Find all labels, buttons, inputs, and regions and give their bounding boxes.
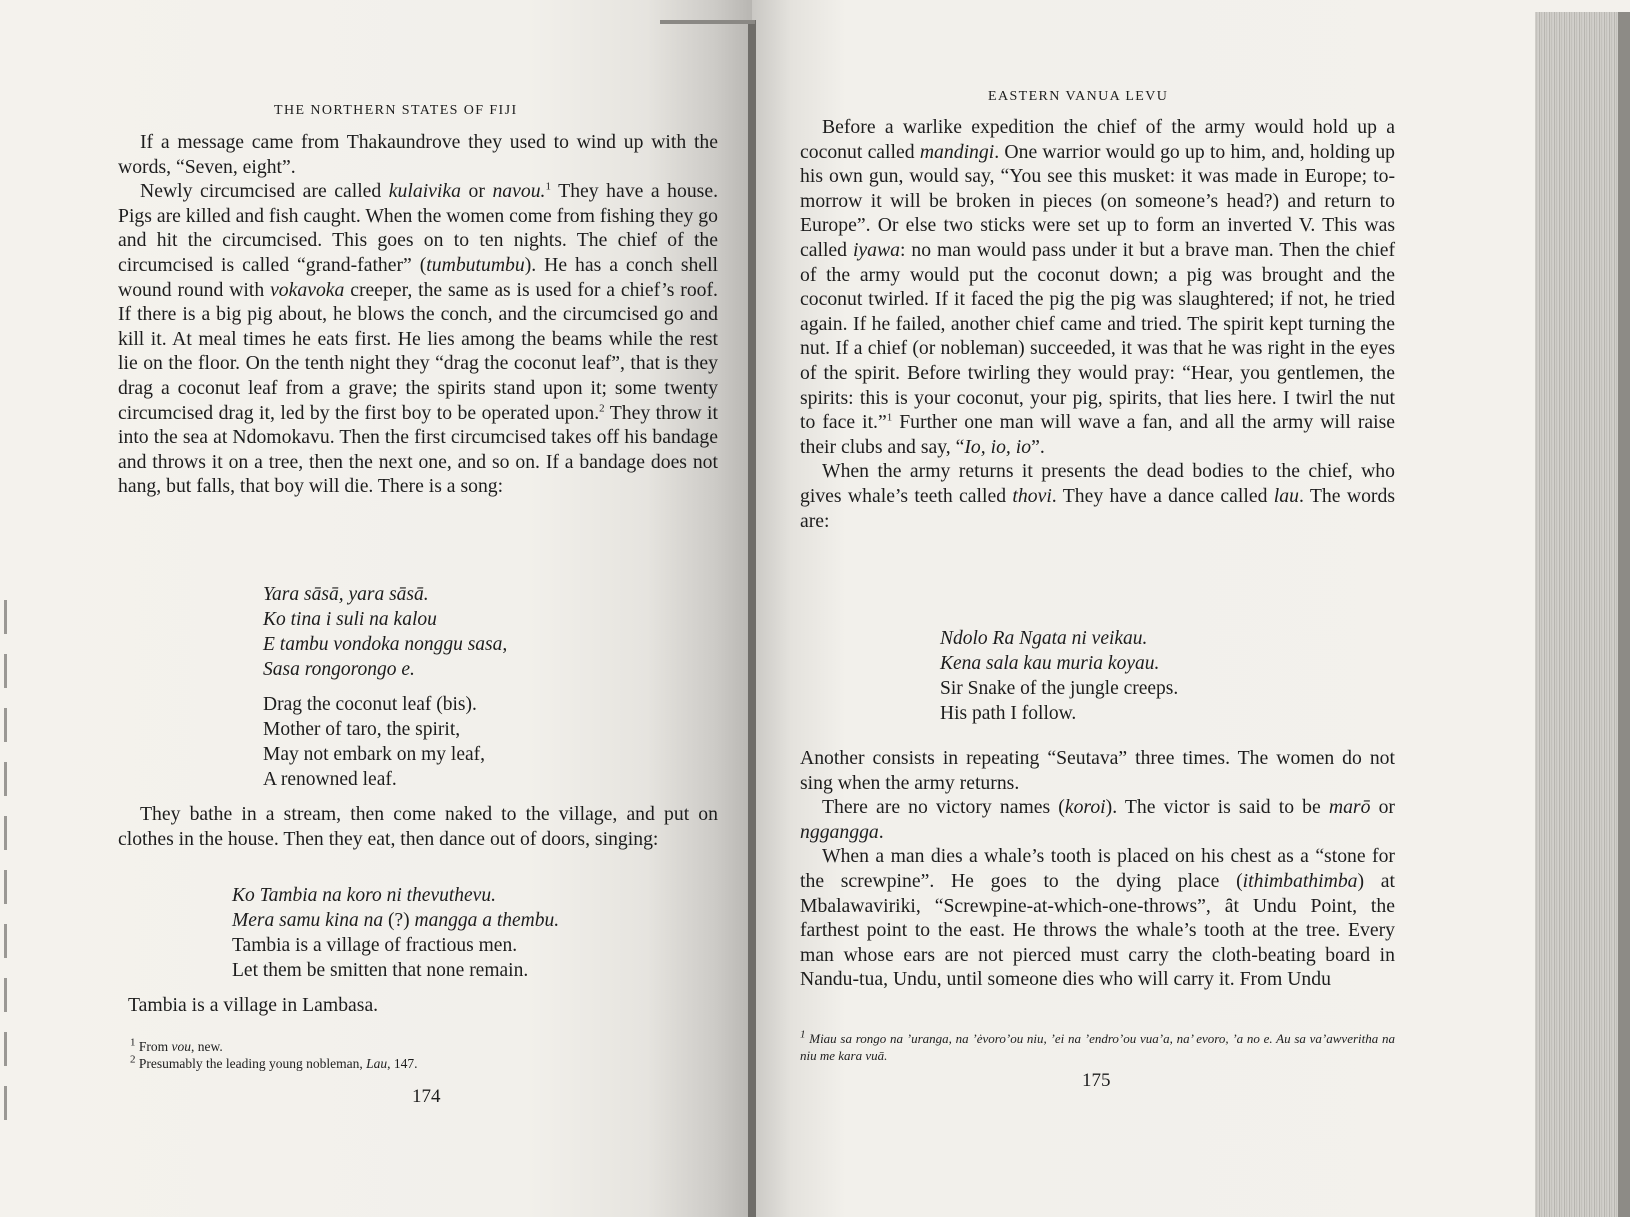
right-running-head: EASTERN VANUA LEVU	[988, 89, 1169, 104]
left-paragraph-1: If a message came from Thakaundrove they used to wind up with the words, “Seven, eight”.	[118, 131, 718, 178]
page-edges	[1535, 12, 1630, 1217]
footnote-2: $^2$ Presumably the leading young nobleman, Lau, 147.	[130, 1053, 418, 1071]
right-paragraph-4: There are no victory names (koroi). The victor is said to be marō or nggangga.	[800, 796, 1395, 843]
left-paragraph-2: Newly circumcised are called kulaivika or navou.$^1$ They have a house. Pigs are killed and fish caught. When the women come from fishing they go and hit the circumcised. This goes on to ten nights. The chief of the circumcised is called “grand-father” (tumbutumbu). He has a conch shell wound round with vokavoka creeper, the same as is used for a chief’s roof. If there is a big pig about, he blows the conch, and the circumcised go and kill it. At meal times he eats first. He lies among the beams while the rest lie on the floor. On the tenth night they “drag the coconut leaf”, that is they drag a coconut leaf from a grave; the spirits stand upon it; some twenty circumcised drag it, led by the first boy to be operated upon.$^2$ They throw it into the sea at Ndomokavu. Then the first circumcised takes off his bandage and throws it on a tree, then the next one, and so on. If a bandage does not hang, but falls, that boy will die. There is a song:	[118, 180, 719, 498]
left-paragraph-4: Tambia is a village in Lambasa.	[128, 994, 379, 1016]
right-paragraph-3: Another consists in repeating “Seutava” three times. The women do not sing when the army returns.	[800, 747, 1395, 794]
right-paragraph-1: Before a warlike expedition the chief of the army would hold up a coconut called mandingi. One warrior would go up to him, and, holding up his own gun, would say, “You see this musket: it was made in Europe; to-morrow it will be broken in pieces (on someone’s head?) and return to Europe”. Or else two sticks were set up to form an inverted V. This was called iyawa: no man would pass under it but a brave man. Then the chief of the army would put the coconut down; a pig was brought and the coconut twirled. If it faced the pig the pig was slaughtered; if not, he tried again. If he failed, another chief came and tried. The spirit kept turning the nut. If a chief (or nobleman) succeeded, it was that he was right in the eyes of the spirit. Before twirling they would pray: “Hear, you gentlemen, the spirits: this is your coconut, your pig, spirits, that lies here. I twirl the nut to face it.”$^1$ Further one man will wave a fan, and all the army will raise their clubs and say, “Io, io, io”.	[800, 116, 1396, 458]
footnote-1: $^1$ From vou, new.	[130, 1036, 223, 1054]
right-footnote: $^1$ Miau sa rongo na ’uranga, na ’ėvoro’ou niu, ’ei na ’endro’ou vua’a, na’ evoro, ’a no e. Au sa va’awveritha na niu me kara vuā.	[800, 1028, 1395, 1063]
left-song-fijian: Yara sāsā, yara sāsā. Ko tina i suli na kalou E tambu vondoka nonggu sasa, Sasa rongorongo e.	[263, 584, 508, 680]
left-song-english: Drag the coconut leaf (bis). Mother of taro, the spirit, May not embark on my leaf, A renowned leaf.	[263, 694, 486, 790]
right-song: Ndolo Ra Ngata ni veikau. Kena sala kau muria koyau. Sir Snake of the jungle creeps. His path I follow.	[940, 628, 1179, 724]
right-paragraph-5: When a man dies a whale’s tooth is placed on his chest as a “stone for the screwpine”. He goes to the dying place (ithimbathimba) at Mbalawaviriki, “Screwpine-at-which-one-throws”, ȃt Undu Point, the farthest point to the east. He throws the whale’s tooth at the tree. Every man whose ears are not pierced must carry the cloth-beating board in Nandu-tua, Undu, until someone dies who will carry it. From Undu	[800, 845, 1396, 991]
right-paragraph-2: When the army returns it presents the dead bodies to the chief, who gives whale’s teeth called thovi. They have a dance called lau. The words are:	[800, 460, 1395, 532]
left-footnotes	[130, 1038, 417, 1072]
left-running-head: THE NORTHERN STATES OF FIJI	[274, 103, 518, 118]
right-body-text	[800, 115, 1395, 533]
left-song-2: Ko Tambia na koro ni thevuthevu. Mera samu kina na (?) mangga a thembu. Tambia is a village of fractious men. Let them be smitten that none remain.	[232, 885, 560, 981]
gutter-shadow	[660, 20, 755, 24]
left-body-text	[118, 130, 718, 499]
right-page-number: 175	[1082, 1070, 1111, 1091]
right-body-text-2	[800, 746, 1395, 992]
left-page-number: 174	[412, 1086, 441, 1107]
binding-marks	[4, 600, 7, 1120]
book-gutter	[748, 20, 756, 1217]
left-paragraph-3: They bathe in a stream, then come naked to the village, and put on clothes in the house. Then they eat, then dance out of doors, singing:	[118, 803, 718, 850]
page-edge-shadow	[1618, 12, 1630, 1217]
